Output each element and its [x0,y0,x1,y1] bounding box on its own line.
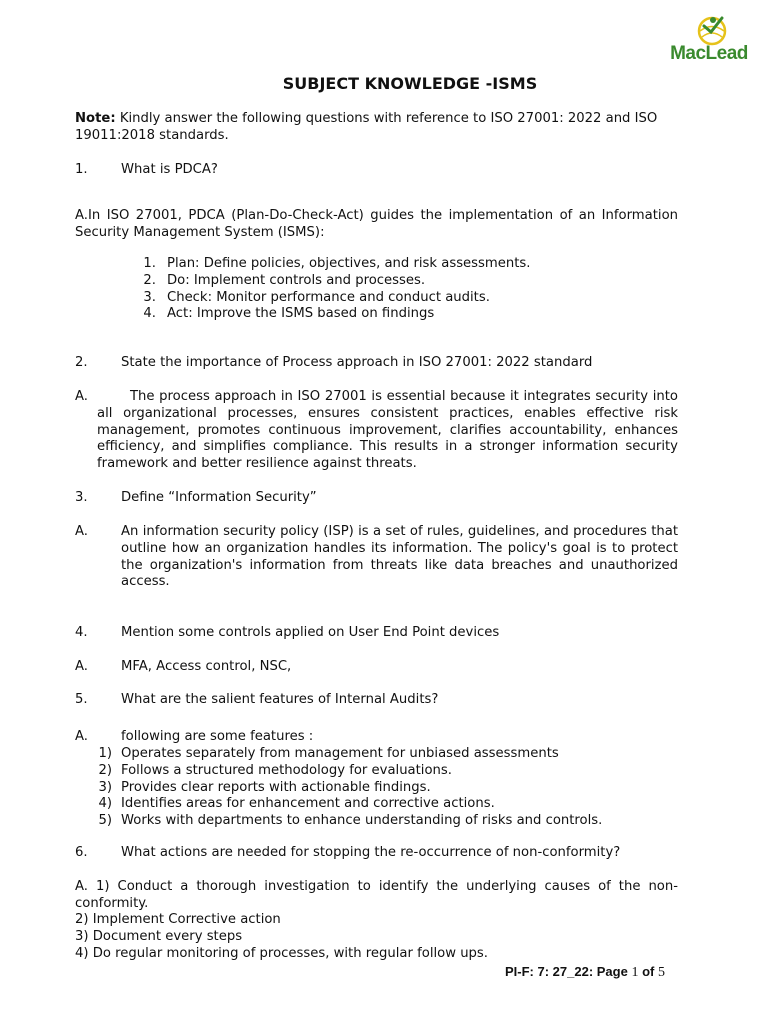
question-text: State the importance of Process approach in ISO 27001: 2022 standard [121,355,593,370]
question-number: 6. [75,845,88,860]
page-footer: PI-F: 7: 27_22: Page 1 of 5 [505,964,665,980]
logo-text: MacLead [670,43,748,64]
question-text: What is PDCA? [121,162,218,177]
answer-6-line: 2) Implement Corrective action [75,912,281,927]
page-number: 1 [631,965,639,980]
answer-2: The process approach in ISO 27001 is essential because it integrates security into all organizational processes, ensures consistent practices, enables effective risk management, promotes continuous improvement, clarifies accountability, enhances efficiency, and simplifies compliance. This results in a stronger information security framework and better resilience against threats. [97,389,678,472]
page-title: SUBJECT KNOWLEDGE -ISMS [282,74,538,93]
question-text: Mention some controls applied on User End Point devices [121,625,500,640]
answer-1: A.In ISO 27001, PDCA (Plan-Do-Check-Act) guides the implementation of an Information Security Management System (ISMS): [75,208,678,240]
question-number: 2. [75,355,88,370]
question-number: 4. [75,625,88,640]
question-number: 5. [75,692,88,707]
question-number: 1. [75,162,88,177]
form-code: PI-F: 7: 27_22: Page [505,964,632,979]
maclead-logo [662,14,756,64]
question-text: Define “Information Security” [121,490,317,505]
answer-6-line: 4) Do regular monitoring of processes, with regular follow ups. [75,946,488,961]
question-text: What actions are needed for stopping the re-occurrence of non-conformity? [121,845,621,860]
answer-6: A. 1) Conduct a thorough investigation to identify the underlying causes of the non-conformity. [75,879,678,911]
note-label: Note: [75,111,116,126]
note-paragraph [75,111,678,145]
answer-3: An information security policy (ISP) is a set of rules, guidelines, and procedures that outline how an organization handles its information. The policy's goal is to protect the organization's information from threats like data breaches and unauthorized access. [121,524,678,590]
note-text: Kindly answer the following questions with reference to ISO 27001: 2022 and ISO 19011:2018 standards. [75,111,658,143]
answer-6-line: 3) Document every steps [75,929,243,944]
question-text: What are the salient features of Internal Audits? [121,692,439,707]
question-number: 3. [75,490,88,505]
page-total: 5 [657,965,665,980]
